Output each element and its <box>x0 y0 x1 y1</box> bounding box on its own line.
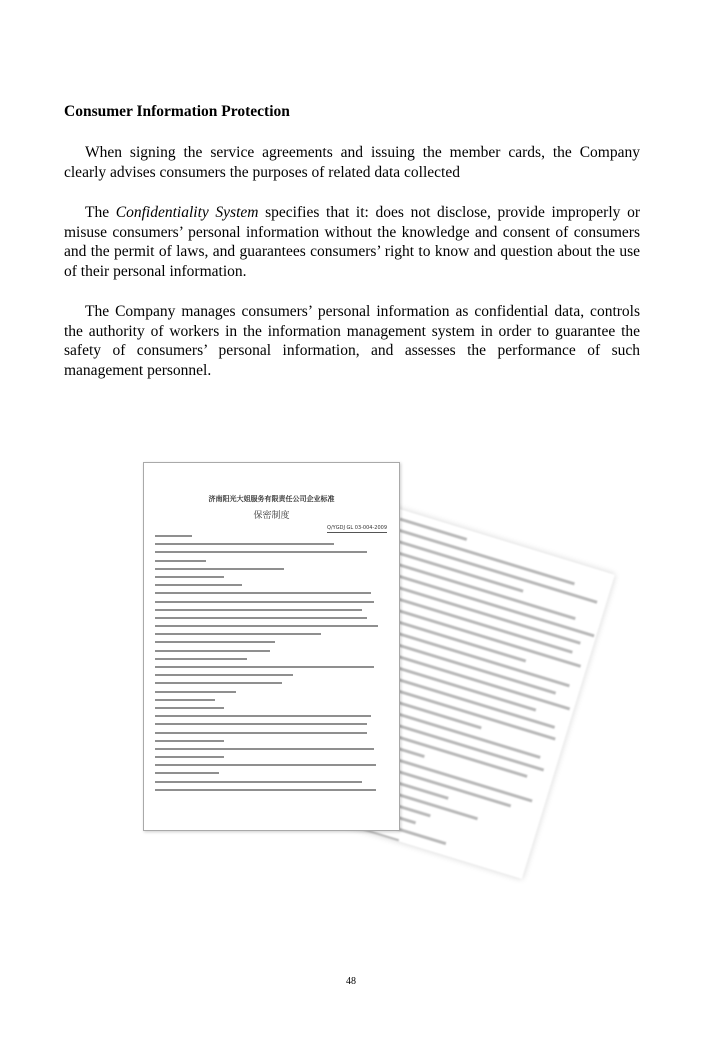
document-text-line <box>155 609 362 611</box>
document-text-line <box>155 568 284 570</box>
document-code: Q/YGDJ GL 03-004-2009 <box>327 525 387 531</box>
document-text-line <box>155 699 215 701</box>
document-text-line <box>155 756 224 758</box>
confidentiality-system-term: Confidentiality System <box>115 204 259 221</box>
paragraph-information-management: The Company manages consumers’ personal information as confidential data, controls the authority of workers in the information management system in order to guarantee the safety of consumers’ personal information, and assesses the performance of such management personnel. <box>64 303 640 379</box>
document-text-line <box>155 707 224 709</box>
document-text-line <box>155 633 321 635</box>
main-content <box>64 102 640 401</box>
paragraph-member-cards: When signing the service agreements and issuing the member cards, the Company clearly advises consumers the purposes of related data collected <box>64 144 640 181</box>
document-text-line <box>155 715 371 717</box>
section-heading: Consumer Information Protection <box>64 103 290 120</box>
back-page-text-line <box>399 518 466 541</box>
paragraph-confidentiality-system <box>64 203 640 281</box>
document-text-lines <box>155 535 385 797</box>
document-text-line <box>155 789 376 791</box>
document-text-line <box>155 674 293 676</box>
document-text-line <box>155 764 376 766</box>
document-text-line <box>155 584 242 586</box>
document-text-line <box>155 772 219 774</box>
document-photo <box>143 462 563 862</box>
document-text-line <box>155 666 374 668</box>
document-text-line <box>155 617 367 619</box>
document-text-line <box>155 576 224 578</box>
document-text-line <box>155 781 362 783</box>
document-text-line <box>155 650 270 652</box>
document-text-line <box>155 625 378 627</box>
paragraph-suffix: specifies that it: does not disclose, provide improperly or misuse consumers’ personal information without the knowledge and consent of consumers and the permit of laws, and guarantees consumers’ right to know and question about the use of their personal information. <box>64 204 640 280</box>
document-text-line <box>155 551 367 553</box>
document-text-line <box>155 740 224 742</box>
document-text-line <box>155 543 334 545</box>
document-text-line <box>155 723 367 725</box>
document-text-line <box>155 732 367 734</box>
document-text-line <box>155 592 371 594</box>
document-text-line <box>155 658 247 660</box>
paragraph-prefix: The <box>85 204 116 221</box>
back-page-text-line <box>396 528 574 585</box>
document-company-title: 济南阳光大姐服务有限责任公司企业标准 <box>208 495 335 503</box>
back-page-text-line <box>390 549 524 593</box>
document-text-line <box>155 682 282 684</box>
document-text-line <box>155 748 374 750</box>
document-text-line <box>155 535 192 537</box>
page-number: 48 <box>346 976 356 987</box>
document-text-line <box>155 601 374 603</box>
front-document-page <box>143 462 400 831</box>
document-subtitle: 保密制度 <box>253 511 290 521</box>
document-text-line <box>155 560 206 562</box>
document-text-line <box>155 641 275 643</box>
document-text-line <box>155 691 236 693</box>
